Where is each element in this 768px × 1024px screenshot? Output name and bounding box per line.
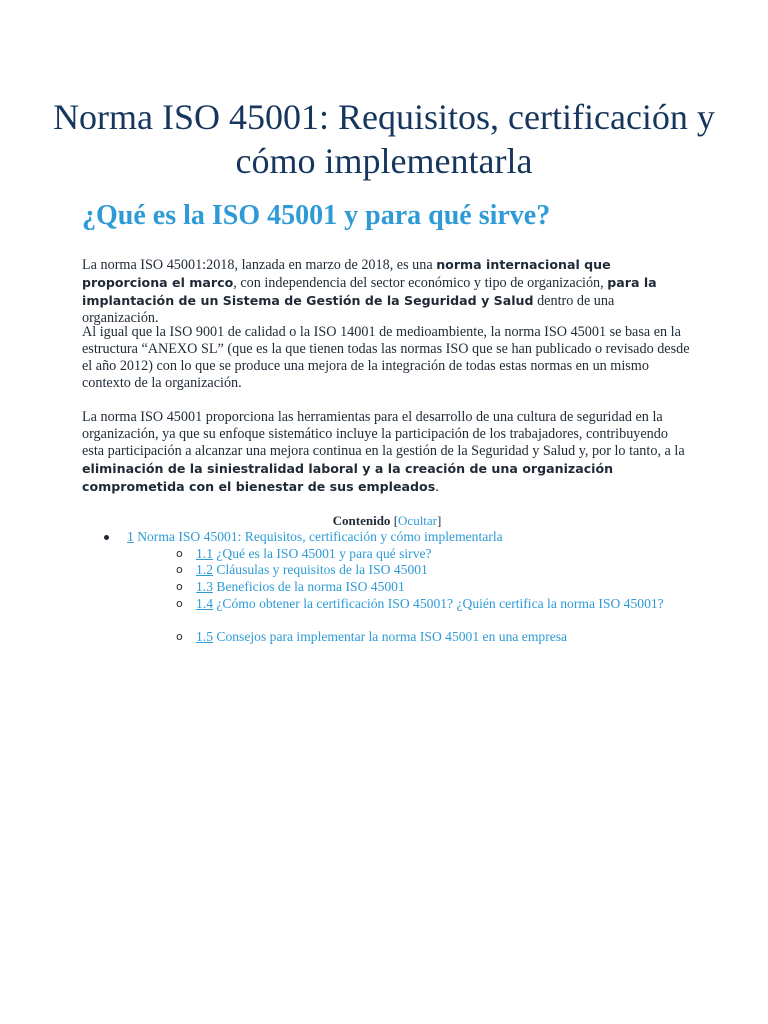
toc-item-text[interactable]: Consejos para implementar la norma ISO 45001 en una empresa [213, 629, 568, 644]
bullet-circle-icon: o [176, 563, 183, 576]
section-heading: ¿Qué es la ISO 45001 y para qué sirve? [82, 200, 551, 231]
toc-subitem[interactable] [196, 562, 676, 578]
bold-run: eliminación de la siniestralidad laboral y a la creación de una organización comprometida con el bienestar de sus empleados [82, 461, 614, 494]
text-run: La norma ISO 45001:2018, lanzada en marzo de 2018, es una [82, 257, 437, 273]
bullet-dot-icon [104, 535, 109, 540]
text-run: dentro de una organización. [82, 293, 615, 326]
toc-header [82, 513, 692, 529]
toc-item-number[interactable]: 1.1 [196, 546, 213, 561]
text-run: La norma ISO 45001 proporciona las herramientas para el desarrollo de una cultura de seguridad en la organización, ya que su enfoque sistemático incluye la participación de los trabajadores, contribuyendo esta participación a alcanzar una mejora continua en la gestión de la Seguridad y Salud y, por lo tanto, a la [82, 409, 685, 459]
toc-item-number[interactable]: 1 [127, 529, 134, 544]
toc-bracket: [ [393, 513, 399, 528]
bullet-circle-icon: o [176, 547, 183, 560]
toc-item-number[interactable]: 1.5 [196, 629, 213, 644]
bold-run: para la implantación de un Sistema de Gestión de la Seguridad y Salud [82, 275, 657, 308]
toc-subitem[interactable] [196, 579, 676, 595]
toc-subitem[interactable] [196, 629, 676, 645]
paragraph-culture [82, 409, 692, 496]
text-run: . [435, 479, 439, 495]
paragraph-intro [82, 256, 692, 327]
toc-item-text[interactable]: Cláusulas y requisitos de la ISO 45001 [213, 562, 428, 577]
page-title: Norma ISO 45001: Requisitos, certificación y cómo implementarla [53, 97, 715, 181]
toc-item[interactable] [127, 529, 687, 545]
toc-item-text[interactable]: ¿Cómo obtener la certificación ISO 45001? ¿Quién certifica la norma ISO 45001? [213, 596, 664, 611]
bullet-circle-icon: o [176, 597, 183, 610]
toc-item-text[interactable]: Norma ISO 45001: Requisitos, certificación y cómo implementarla [133, 529, 503, 544]
paragraph-anexo-sl [82, 324, 692, 392]
toc-item-number[interactable]: 1.4 [196, 596, 213, 611]
toc-item-text[interactable]: ¿Qué es la ISO 45001 y para qué sirve? [213, 546, 432, 561]
bold-run: norma internacional que proporciona el marco [82, 257, 611, 290]
toc-item-number[interactable]: 1.3 [196, 579, 213, 594]
toc-toggle-link[interactable]: Ocultar [398, 513, 438, 528]
text-run: , con independencia del sector económico y tipo de organización, [233, 275, 608, 291]
toc-bracket: ] [437, 513, 442, 528]
toc-item-number[interactable]: 1.2 [196, 562, 213, 577]
toc-subitem[interactable] [196, 596, 676, 612]
text-run: Al igual que la ISO 9001 de calidad o la ISO 14001 de medioambiente, la norma ISO 45001 se basa en la estructura “ANEXO SL” (que es la que tienen todas las normas ISO que se han publicado o revisado desde el año 2012) con lo que se produce una mejora de la integración de todas estas normas en un mismo contexto de la organización. [82, 324, 690, 391]
toc-label: Contenido [332, 513, 391, 528]
toc-item-text[interactable]: Beneficios de la norma ISO 45001 [213, 579, 405, 594]
bullet-circle-icon: o [176, 630, 183, 643]
toc-subitem[interactable] [196, 546, 676, 562]
bullet-circle-icon: o [176, 580, 183, 593]
